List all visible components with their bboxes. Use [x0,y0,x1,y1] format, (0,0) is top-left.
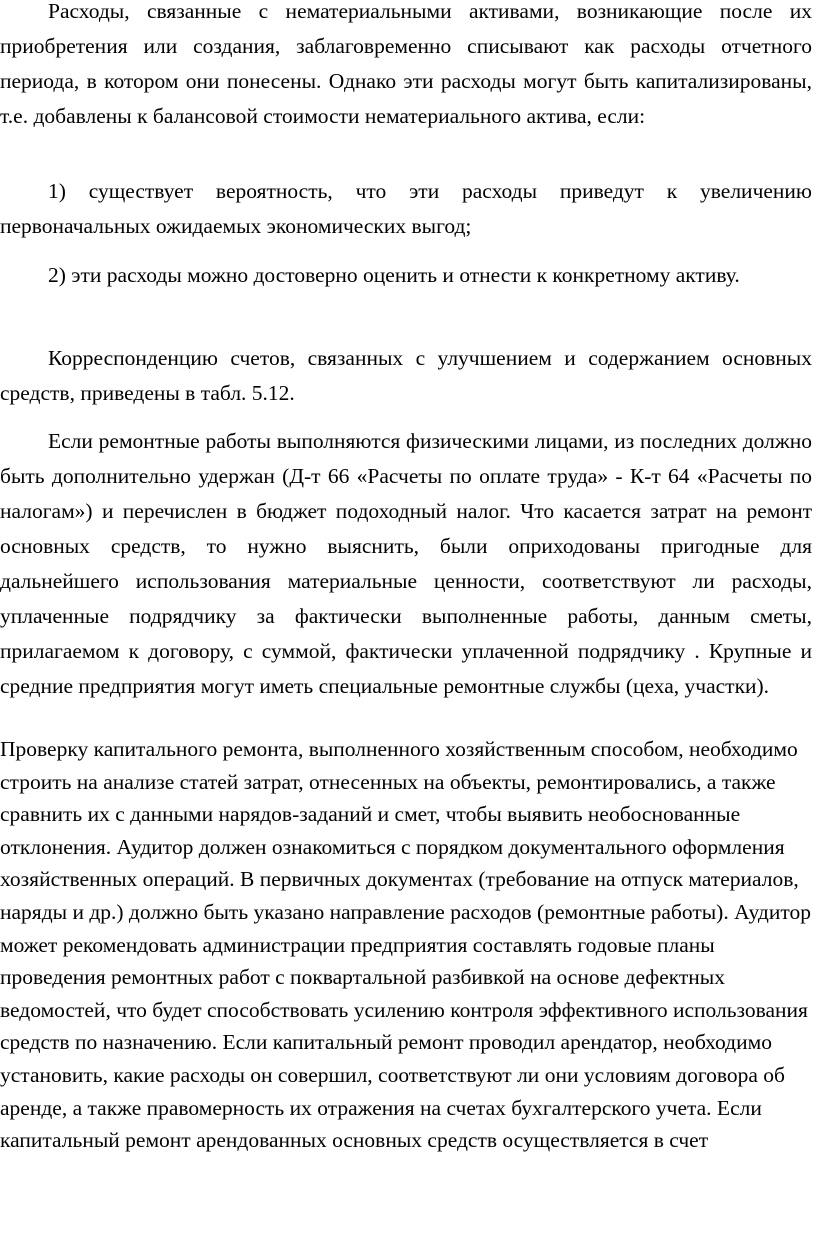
paragraph-repair-works: Если ремонтные работы выполняются физическими лицами, из последних должно быть дополнительно удержан (Д-т 66 «Расчеты по оплате труда» - К-т 64 «Расчеты по налогам») и перечислен в бюджет подоходный налог. Что касается затрат на ремонт основных средств, то нужно выяснить, были оприходованы пригодные для дальнейшего использования материальные ценности, соответствуют ли расходы, уплаченные подрядчику за фактически выполненные работы, данным сметы, прилагаемом к договору, с суммой, фактически уплаченной подрядчику . Крупные и средние предприятия могут иметь специальные ремонтные службы (цеха, участки). [0,429,812,698]
paragraph-capital-repair-audit: Проверку капитального ремонта, выполненного хозяйственным способом, необходимо строить на анализе статей затрат, отнесенных на объекты, ремонтировались, а также сравнить их с данными нарядов-заданий и смет, чтобы выявить необоснованные отклонения. Аудитор должен ознакомиться с порядком документального оформления хозяйственных операций. В первичных документах (требование на отпуск материалов, наряды и др.) должно быть указано направление расходов (ремонтные работы). Аудитор может рекомендовать администрации предприятия составлять годовые планы проведения ремонтных работ с поквартальной разбивкой на основе дефектных ведомостей, что будет способствовать усилению контроля эффективного использования средств по назначению. Если капитальный ремонт проводил арендатор, необходимо установить, какие расходы он совершил, соответствуют ли они условиям договора об аренде, а также правомерность их отражения на счетах бухгалтерского учета. Если капитальный ремонт арендованных основных средств осуществляется в счет [0,737,811,1153]
paragraph-intangible-expenses: Расходы, связанные с нематериальными активами, возникающие после их приобретения или создания, заблаговременно списывают как расходы отчетного периода, в котором они понесены. Однако эти расходы могут быть капитализированы, т.е. добавлены к балансовой стоимости нематериального актива, если: [0,0,812,128]
paragraph-condition-2: 2) эти расходы можно достоверно оценить и отнести к конкретному активу. [48,263,740,287]
paragraph-condition-1: 1) существует вероятность, что эти расходы приведут к увеличению первоначальных ожидаемых экономических выгод; [0,179,812,238]
paragraph-account-correspondence: Корреспонденцию счетов, связанных с улучшением и содержанием основных средств, приведены в табл. 5.12. [0,346,812,405]
